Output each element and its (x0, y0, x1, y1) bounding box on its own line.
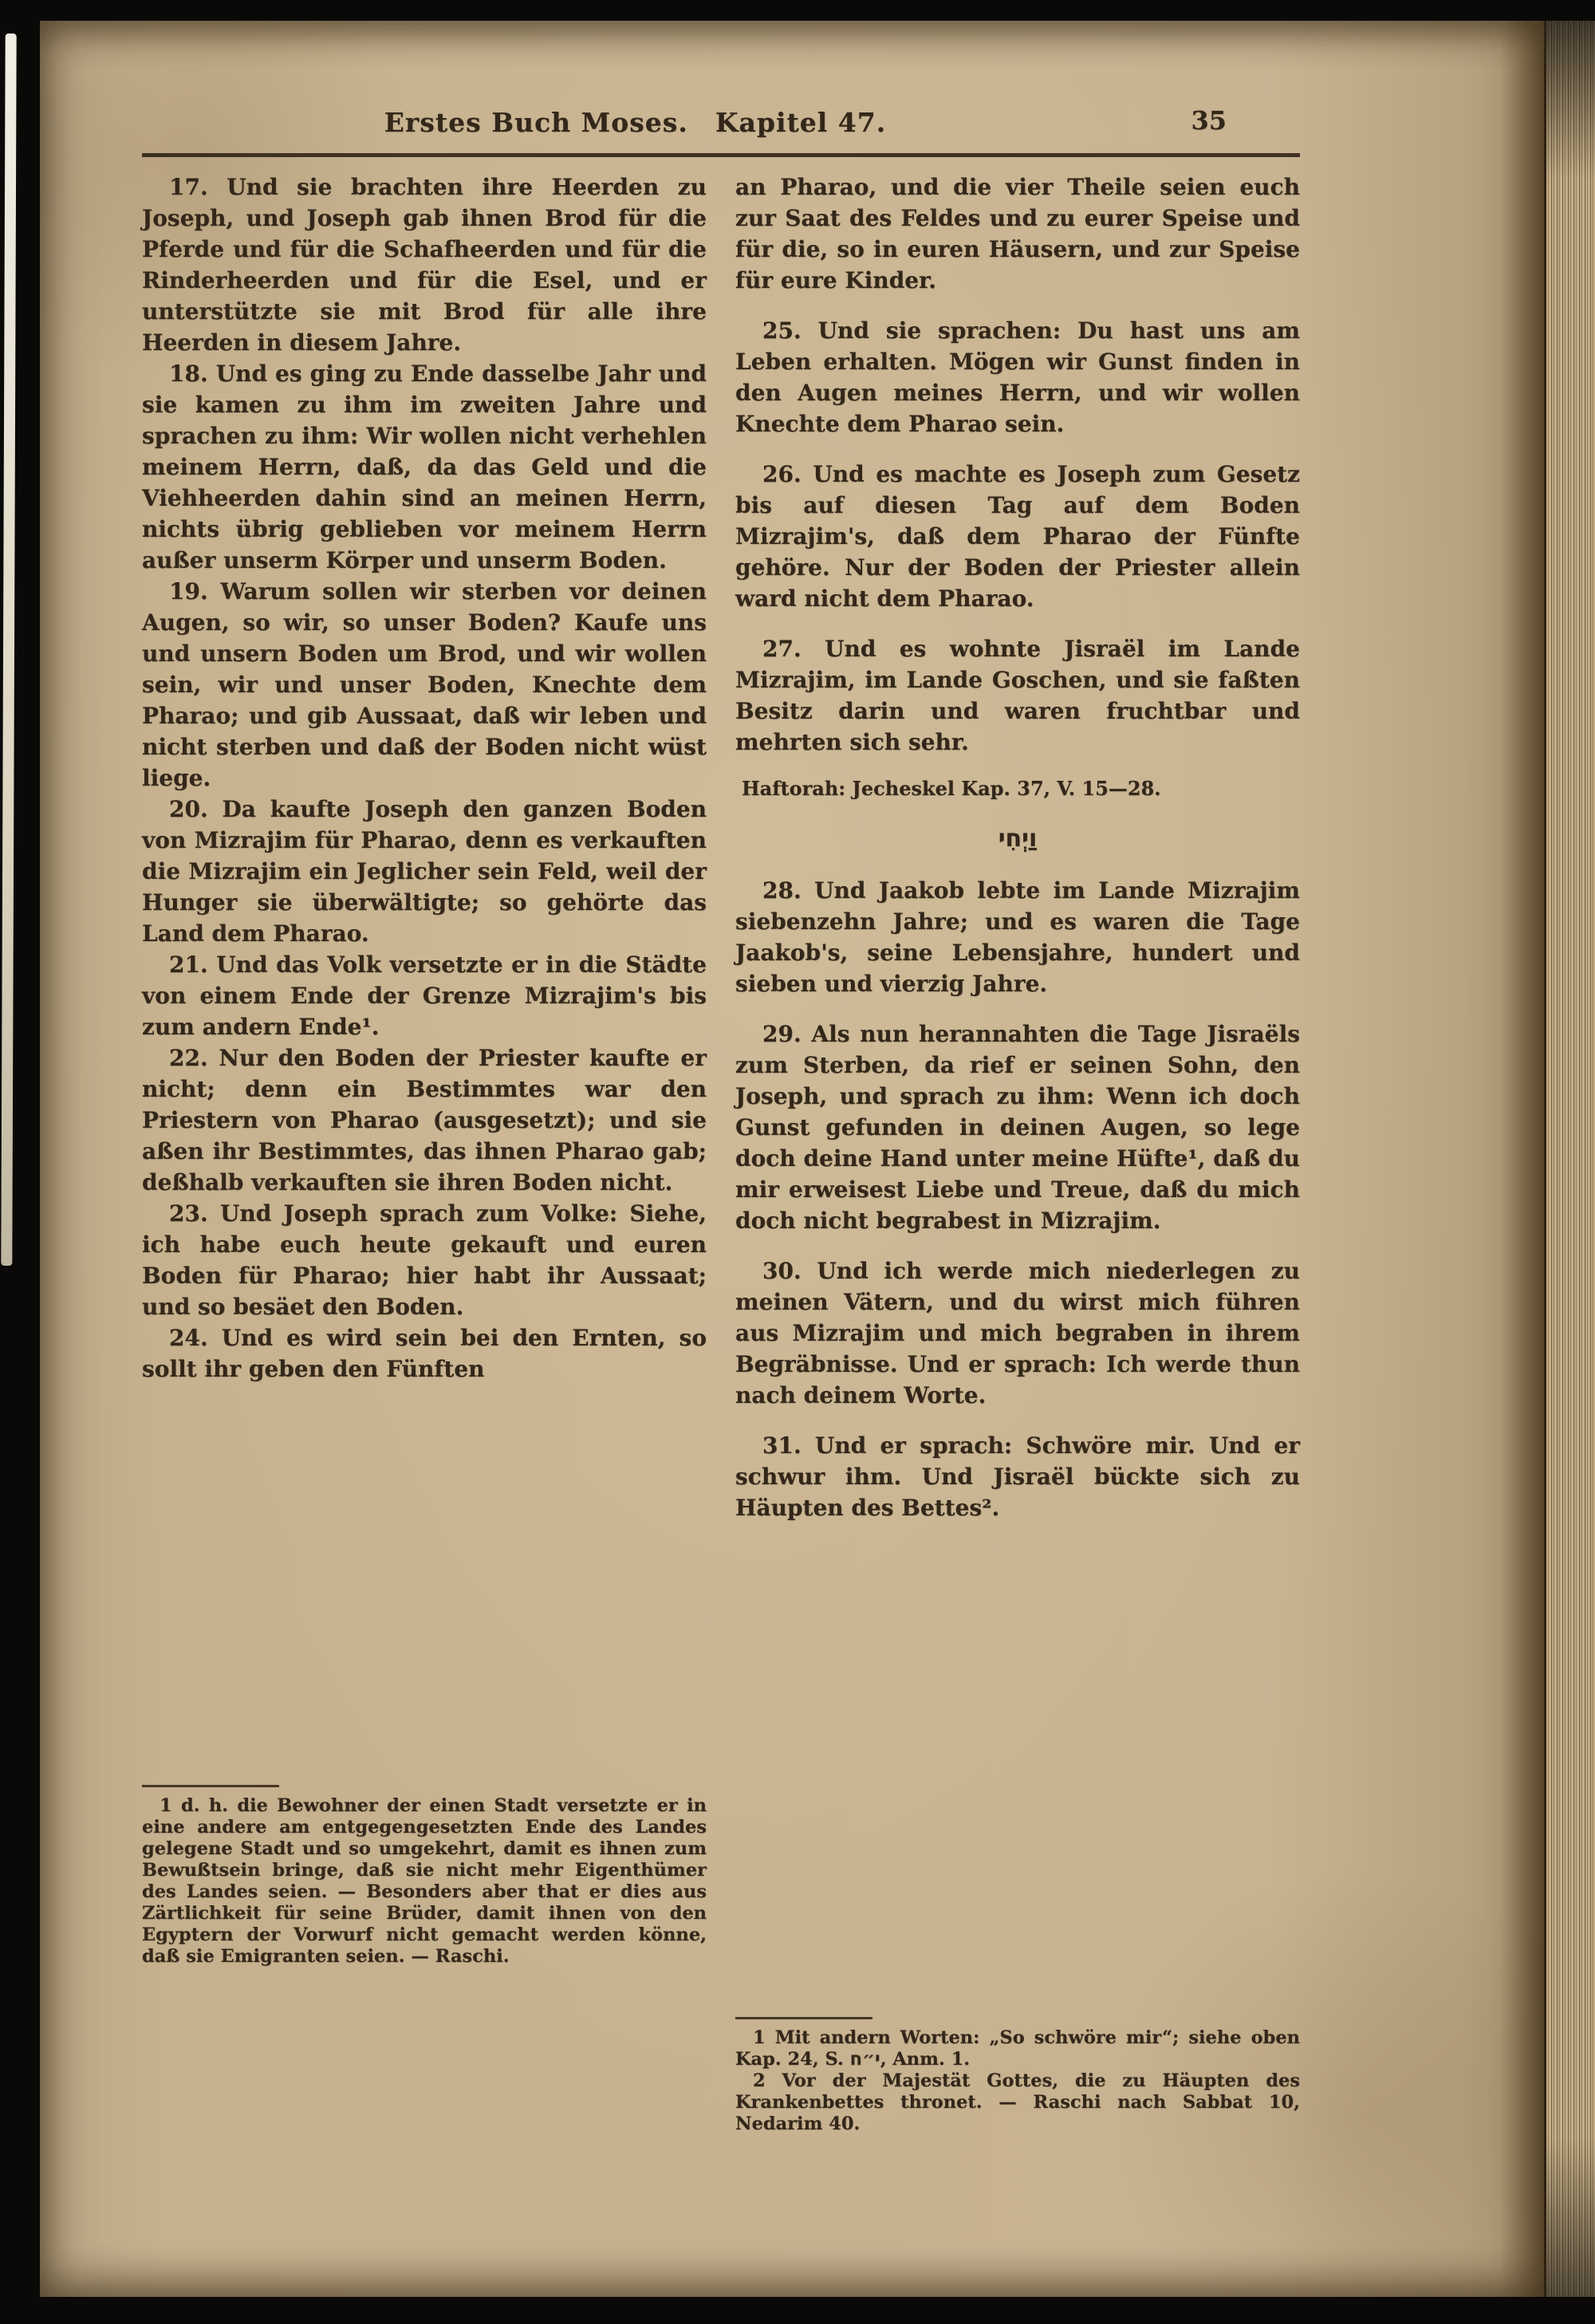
verse-paragraph: 22. Nur den Boden der Priester kaufte er nicht; denn ein Bestimmtes war den Priestern von Pharao (ausgesetzt); und sie aßen ihr Bestimmtes, das ihnen Pharao gab; deßhalb verkauften sie ihren Boden nicht. (142, 1045, 707, 1195)
running-title: Erstes Buch Moses. Kapitel 47. (384, 107, 887, 138)
haftorah-note: Haftorah: Jecheskel Kap. 37, V. 15—28. (742, 777, 1161, 800)
two-column-text (142, 171, 1300, 2135)
footnote-list-right (735, 2027, 1300, 2135)
verses-left (142, 171, 707, 1385)
text-column-right (735, 171, 1300, 2135)
page-number: 35 (1191, 105, 1227, 136)
footnote-text: 1 d. h. die Bewohner der einen Stadt versetzte er in eine andere am entgegengesetzten Ende des Landes gelegene Stadt und so umgekehrt, damit es ihnen zum Bewußtsein bringe, daß sie nicht mehr Eigenthümer des Landes seien. — Besonders aber that er dies aus Zärtlichkeit für seine Brüder, damit ihnen von den Egyptern der Vorwurf nicht gemacht werden könne, daß sie Emigranten seien. — Raschi. (142, 1795, 707, 1967)
verse-paragraph: 18. Und es ging zu Ende dasselbe Jahr und sie kamen zu ihm im zweiten Jahre und sprachen zu ihm: Wir wollen nicht verhehlen meinem Herrn, daß, da das Geld und die Viehheerden dahin sind an meinen Herrn, nichts übrig geblieben vor meinem Herrn außer unserm Körper und unserm Boden. (142, 360, 707, 573)
verse-paragraph: 17. Und sie brachten ihre Heerden zu Joseph, und Joseph gab ihnen Brod für die Pferde und für die Schafheerden und für die Rinderheerden und für die Esel, und er unterstützte sie mit Brod für alle ihre Heerden in diesem Jahre. (142, 174, 707, 356)
footnote-separator (142, 1785, 279, 1787)
page-edge-sliver (1, 33, 16, 1266)
verse-paragraph: 31. Und er sprach: Schwöre mir. Und er schwur ihm. Und Jisraël bückte sich zu Häupten des Bettes². (735, 1432, 1300, 1521)
footnote-text: 1 Mit andern Worten: „So schwöre mir“; siehe oben Kap. 24, S. י״ח, Anm. 1. (735, 2027, 1300, 2070)
footnote-separator (735, 2017, 872, 2019)
verse-continuation: an Pharao, und die vier Theile seien euch zur Saat des Feldes und zu eurer Speise und für die, so in euren Häusern, und zur Speise für eure Kinder. (735, 174, 1300, 293)
footnote-list-left (142, 1795, 707, 1968)
parashah-title-hebrew: וַיְחִי (998, 825, 1038, 853)
verse-paragraph: 26. Und es machte es Joseph zum Gesetz bis auf diesen Tag auf dem Boden Mizrajim's, daß dem Pharao der Fünfte gehöre. Nur der Boden der Priester allein ward nicht dem Pharao. (735, 461, 1300, 612)
verse-paragraph: 30. Und ich werde mich niederlegen zu meinen Vätern, und du wirst mich führen aus Mizrajim und mich begraben in ihrem Begräbnisse. Und er sprach: Ich werde thun nach deinem Worte. (735, 1258, 1300, 1408)
verse-paragraph: 27. Und es wohnte Jisraël im Lande Mizrajim, im Lande Goschen, und sie faßten Besitz darin und waren fruchtbar und mehrten sich sehr. (735, 636, 1300, 755)
page-content (142, 21, 1300, 2135)
header-rule (142, 153, 1300, 157)
book-fore-edge (1544, 21, 1595, 2297)
verses-right-lower (735, 875, 1300, 1542)
verse-paragraph: 23. Und Joseph sprach zum Volke: Siehe, ich habe euch heute gekauft und euren Boden für Pharao; hier habt ihr Aussaat; und so besäet den Boden. (142, 1200, 707, 1320)
verse-paragraph: 25. Und sie sprachen: Du hast uns am Leben erhalten. Mögen wir Gunst finden in den Augen meines Herrn, und wir wollen Knechte dem Pharao sein. (735, 317, 1300, 437)
book-page (40, 21, 1544, 2297)
footnote-text: 2 Vor der Majestät Gottes, die zu Häupten des Krankenbettes thronet. — Raschi nach Sabbat 10, Nedarim 40. (735, 2070, 1300, 2134)
footnotes-left (142, 1785, 707, 1968)
verse-paragraph: 28. Und Jaakob lebte im Lande Mizrajim siebenzehn Jahre; und es waren die Tage Jaakob's, seine Lebensjahre, hundert und sieben und vierzig Jahre. (735, 877, 1300, 997)
page-header (142, 107, 1300, 144)
text-column-left (142, 171, 707, 1968)
footnotes-right (735, 2017, 1300, 2135)
verse-paragraph: 21. Und das Volk versetzte er in die Städte von einem Ende der Grenze Mizrajim's bis zum andern Ende¹. (142, 951, 707, 1040)
verses-right-upper (735, 315, 1300, 777)
verse-paragraph: 19. Warum sollen wir sterben vor deinen Augen, so wir, so unser Boden? Kaufe uns und unsern Boden um Brod, und wir wollen sein, wir und unser Boden, Knechte dem Pharao; und gib Aussaat, daß wir leben und nicht sterben und daß der Boden nicht wüst liege. (142, 578, 707, 791)
verse-paragraph: 24. Und es wird sein bei den Ernten, so sollt ihr geben den Fünften (142, 1325, 707, 1382)
verse-paragraph: 20. Da kaufte Joseph den ganzen Boden von Mizrajim für Pharao, denn es verkauften die Mizrajim ein Jeglicher sein Feld, weil der Hunger sie überwältigte; so gehörte das Land dem Pharao. (142, 796, 707, 947)
verse-paragraph: 29. Als nun herannahten die Tage Jisraëls zum Sterben, da rief er seinen Sohn, den Joseph, und sprach zu ihm: Wenn ich doch Gunst gefunden in deinen Augen, so lege doch deine Hand unter meine Hüfte¹, daß du mir erweisest Liebe und Treue, daß du mich doch nicht begrabest in Mizrajim. (735, 1021, 1300, 1234)
